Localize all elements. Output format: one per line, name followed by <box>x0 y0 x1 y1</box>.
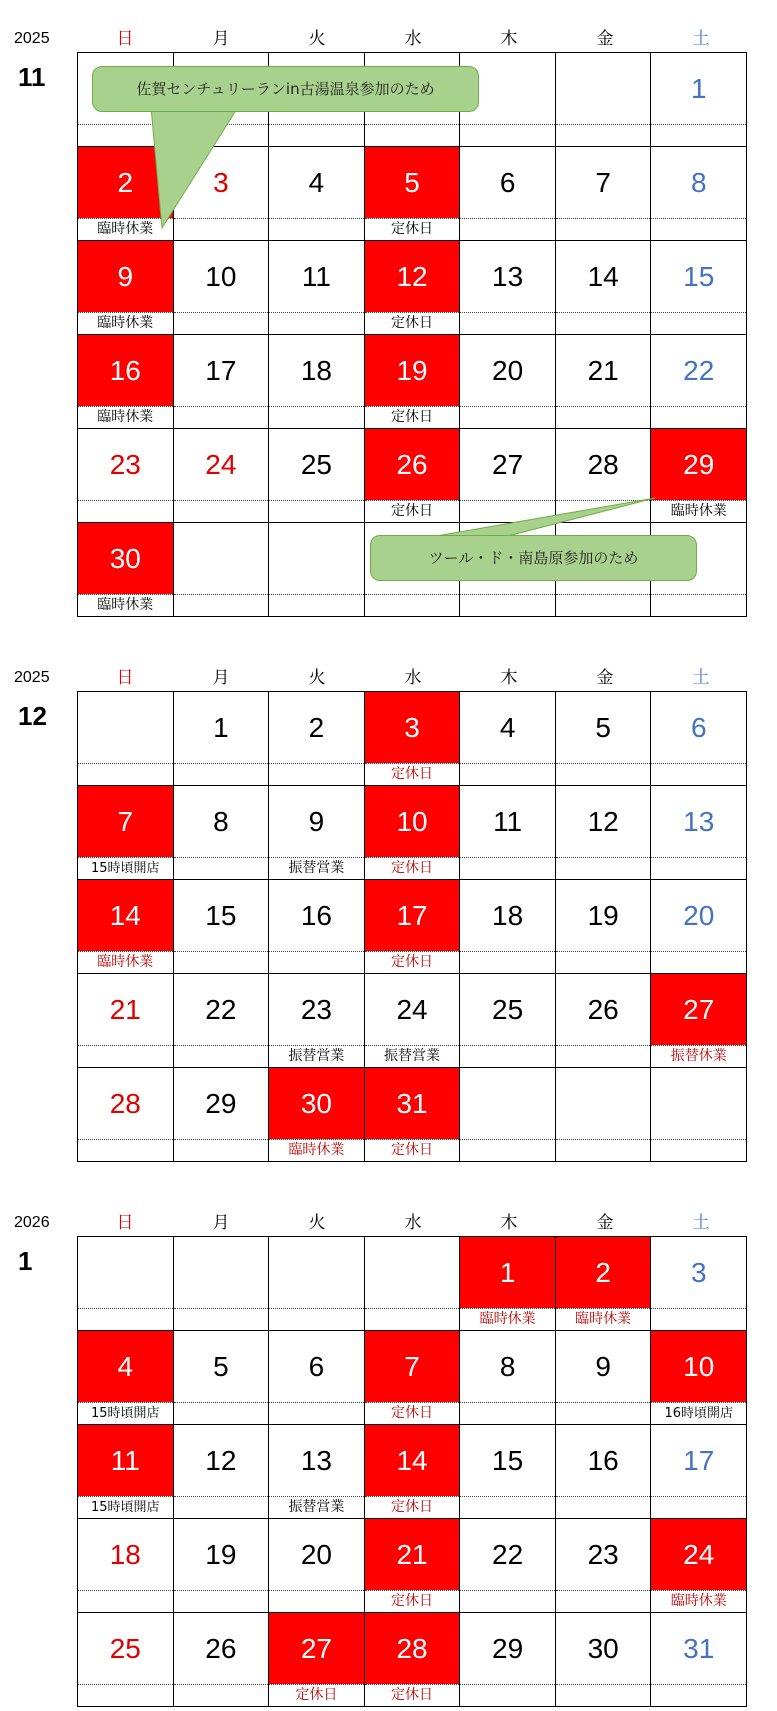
day-number: 1 <box>690 73 707 104</box>
day-number: 27 <box>651 974 746 1045</box>
day-number: 23 <box>587 1539 619 1570</box>
day-note <box>651 1684 746 1706</box>
day-cell[interactable] <box>556 1425 652 1519</box>
day-note <box>174 857 269 879</box>
day-number: 12 <box>205 1445 237 1476</box>
day-cell[interactable] <box>365 1613 461 1707</box>
day-number: 18 <box>300 355 333 386</box>
week-row <box>78 880 747 974</box>
day-note <box>78 1045 173 1067</box>
day-note: 定休日 <box>365 1590 460 1612</box>
day-cell[interactable] <box>174 1425 270 1519</box>
day-note <box>269 951 364 973</box>
day-number: 9 <box>308 806 325 837</box>
day-note: 定休日 <box>365 500 460 522</box>
day-number: 16 <box>300 900 333 931</box>
day-number: 18 <box>109 1539 141 1570</box>
day-note <box>78 1308 173 1330</box>
day-cell[interactable] <box>78 1519 174 1613</box>
day-number: 16 <box>587 1445 619 1476</box>
day-number: 12 <box>587 806 619 837</box>
day-cell[interactable] <box>174 974 270 1068</box>
day-number: 16 <box>78 335 173 406</box>
day-number: 5 <box>595 712 611 743</box>
day-cell[interactable] <box>460 786 556 880</box>
day-number <box>556 1068 651 1139</box>
day-number <box>365 1237 460 1308</box>
day-number: 10 <box>205 261 237 292</box>
month-calendar-2026-1 <box>0 1210 777 1708</box>
day-number: 2 <box>556 1237 651 1308</box>
day-number: 2 <box>308 712 325 743</box>
day-note <box>556 1045 651 1067</box>
day-number: 28 <box>365 1613 460 1684</box>
day-note <box>78 1139 173 1161</box>
day-number: 23 <box>109 449 141 480</box>
day-note: 臨時休業 <box>651 1590 746 1612</box>
day-number: 20 <box>683 900 715 931</box>
week-row <box>78 1068 747 1162</box>
day-cell[interactable] <box>269 1331 365 1425</box>
calendar-grid <box>77 1236 747 1707</box>
weekday-header: 火 <box>308 668 326 688</box>
day-number: 29 <box>651 429 746 500</box>
day-number: 5 <box>213 1351 229 1382</box>
day-note: 振替営業 <box>365 1045 460 1067</box>
day-number: 3 <box>690 1257 707 1288</box>
year-label: 2025 <box>14 30 50 47</box>
day-number: 11 <box>78 1425 173 1496</box>
day-cell[interactable] <box>365 880 461 974</box>
day-number: 17 <box>683 1445 715 1476</box>
day-cell <box>556 1068 652 1162</box>
day-cell[interactable] <box>174 1613 270 1707</box>
weekday-header: 月 <box>212 1213 230 1233</box>
day-number: 21 <box>587 355 619 386</box>
day-number: 4 <box>78 1331 173 1402</box>
weekday-header: 火 <box>308 29 326 49</box>
day-cell[interactable] <box>556 1237 652 1331</box>
day-note <box>78 1684 173 1706</box>
day-note: 定休日 <box>365 1139 460 1161</box>
day-note: 定休日 <box>365 951 460 973</box>
day-cell[interactable] <box>460 1425 556 1519</box>
day-number: 29 <box>205 1088 237 1119</box>
week-row <box>78 1331 747 1425</box>
day-note <box>556 1402 651 1424</box>
day-note: 臨時休業 <box>269 1139 364 1161</box>
day-number: 23 <box>300 994 333 1025</box>
day-note <box>556 763 651 785</box>
day-cell <box>269 1237 365 1331</box>
day-number: 9 <box>78 241 173 312</box>
day-cell[interactable] <box>174 880 270 974</box>
day-note <box>174 1590 269 1612</box>
calendar-grid <box>77 691 747 1162</box>
day-number: 2 <box>78 147 173 218</box>
day-number <box>269 1237 364 1308</box>
day-number: 28 <box>587 449 619 480</box>
day-cell[interactable] <box>365 1425 461 1519</box>
day-number: 29 <box>492 1633 524 1664</box>
day-cell[interactable] <box>460 1331 556 1425</box>
day-note <box>174 763 269 785</box>
day-note <box>651 763 746 785</box>
day-cell[interactable] <box>269 1519 365 1613</box>
day-cell[interactable] <box>78 786 174 880</box>
day-number: 15 <box>683 261 715 292</box>
day-number: 3 <box>213 167 229 198</box>
day-number: 25 <box>300 449 333 480</box>
day-cell[interactable] <box>556 880 652 974</box>
day-number: 6 <box>308 1351 325 1382</box>
month-label: 12 <box>18 701 47 731</box>
day-cell[interactable] <box>365 974 461 1068</box>
day-number: 24 <box>651 1519 746 1590</box>
day-note <box>460 1496 555 1518</box>
day-note <box>174 1402 269 1424</box>
day-cell <box>651 1068 747 1162</box>
day-note: 振替営業 <box>269 1045 364 1067</box>
day-note <box>651 857 746 879</box>
day-cell[interactable] <box>78 974 174 1068</box>
year-label: 2026 <box>14 1214 50 1231</box>
day-cell[interactable] <box>556 1613 652 1707</box>
day-note: 臨時休業 <box>78 406 173 428</box>
day-number: 31 <box>365 1068 460 1139</box>
day-cell[interactable] <box>651 1237 747 1331</box>
month-label: 11 <box>18 62 46 92</box>
day-number <box>651 1068 746 1139</box>
day-note <box>460 951 555 973</box>
week-row <box>78 1425 747 1519</box>
day-note <box>174 951 269 973</box>
day-number: 27 <box>492 449 524 480</box>
year-label: 2025 <box>14 669 50 686</box>
day-number: 17 <box>365 880 460 951</box>
day-note <box>651 1496 746 1518</box>
day-number: 22 <box>205 994 237 1025</box>
day-cell[interactable] <box>651 692 747 786</box>
day-number: 11 <box>493 806 523 837</box>
weekday-header: 木 <box>500 29 518 49</box>
day-cell[interactable] <box>556 974 652 1068</box>
day-cell[interactable] <box>365 1519 461 1613</box>
month-calendar-2025-12 <box>0 665 777 1163</box>
day-cell[interactable] <box>651 1331 747 1425</box>
day-cell[interactable] <box>78 1068 174 1162</box>
day-note <box>460 1402 555 1424</box>
day-note: 定休日 <box>365 312 460 334</box>
weekday-header: 金 <box>596 29 614 49</box>
day-number: 27 <box>269 1613 364 1684</box>
day-number: 24 <box>396 994 428 1025</box>
week-row <box>78 1237 747 1331</box>
day-note: 定休日 <box>365 1684 460 1706</box>
day-note: 臨時休業 <box>78 312 173 334</box>
day-note <box>365 1308 460 1330</box>
day-number: 15 <box>492 1445 524 1476</box>
day-note <box>460 1139 555 1161</box>
day-cell[interactable] <box>269 1425 365 1519</box>
day-note: 振替営業 <box>269 1496 364 1518</box>
day-cell[interactable] <box>78 1613 174 1707</box>
day-number: 13 <box>683 806 715 837</box>
weekday-header: 木 <box>500 668 518 688</box>
week-row <box>78 786 747 880</box>
day-cell[interactable] <box>269 692 365 786</box>
day-note: 定休日 <box>365 1496 460 1518</box>
day-number: 11 <box>301 261 331 292</box>
day-note: 定休日 <box>365 763 460 785</box>
day-note <box>460 1684 555 1706</box>
day-number: 15 <box>205 900 237 931</box>
day-number <box>460 1068 555 1139</box>
callout-tour-de-minamishimabara: ツール・ド・南島原参加のため <box>370 535 697 581</box>
day-note <box>556 1139 651 1161</box>
day-number: 26 <box>205 1633 237 1664</box>
callout-tail-2 <box>425 498 655 538</box>
day-number: 1 <box>460 1237 555 1308</box>
day-number: 4 <box>308 167 325 198</box>
day-cell[interactable] <box>651 1519 747 1613</box>
day-number: 19 <box>587 900 619 931</box>
day-note <box>174 1684 269 1706</box>
day-number: 13 <box>492 261 524 292</box>
weekday-header: 火 <box>308 1213 326 1233</box>
week-row <box>78 1519 747 1613</box>
day-note: 15時頃開店 <box>78 1496 173 1518</box>
day-cell[interactable] <box>78 1331 174 1425</box>
day-cell[interactable] <box>651 1425 747 1519</box>
day-note: 定休日 <box>365 218 460 240</box>
day-number: 22 <box>492 1539 524 1570</box>
day-number <box>78 692 173 763</box>
day-note <box>460 763 555 785</box>
day-number: 17 <box>205 355 237 386</box>
day-number: 21 <box>365 1519 460 1590</box>
month-calendar-2025-11 <box>0 26 777 618</box>
day-note: 臨時休業 <box>460 1308 555 1330</box>
day-cell[interactable] <box>174 1331 270 1425</box>
day-note: 定休日 <box>269 1684 364 1706</box>
day-cell[interactable] <box>556 692 652 786</box>
month-label: 1 <box>18 1246 33 1276</box>
day-note <box>651 1139 746 1161</box>
weekday-header: 日 <box>116 668 134 688</box>
day-cell[interactable] <box>651 1613 747 1707</box>
day-number: 8 <box>499 1351 516 1382</box>
day-note: 15時頃開店 <box>78 857 173 879</box>
day-note <box>269 1402 364 1424</box>
day-number: 10 <box>365 786 460 857</box>
day-note: 定休日 <box>365 1402 460 1424</box>
day-number: 26 <box>587 994 619 1025</box>
day-number: 1 <box>213 712 229 743</box>
day-cell[interactable] <box>365 692 461 786</box>
day-note: 臨時休業 <box>651 500 746 522</box>
day-cell[interactable] <box>269 974 365 1068</box>
day-number: 30 <box>269 1068 364 1139</box>
day-cell[interactable] <box>460 1613 556 1707</box>
day-note <box>78 763 173 785</box>
day-cell[interactable] <box>556 786 652 880</box>
day-number: 20 <box>492 355 524 386</box>
day-note <box>556 1496 651 1518</box>
day-note <box>651 951 746 973</box>
day-number: 4 <box>499 712 516 743</box>
day-note <box>174 1496 269 1518</box>
day-note <box>269 1308 364 1330</box>
day-note <box>460 857 555 879</box>
day-number <box>174 1237 269 1308</box>
day-number: 22 <box>683 355 715 386</box>
day-cell[interactable] <box>365 786 461 880</box>
weekday-header: 水 <box>404 29 422 49</box>
day-number: 14 <box>365 1425 460 1496</box>
weekday-header: 土 <box>692 668 710 688</box>
day-cell <box>174 1237 270 1331</box>
day-note: 15時頃開店 <box>78 1402 173 1424</box>
day-note <box>651 1308 746 1330</box>
day-note <box>460 1590 555 1612</box>
day-number: 5 <box>365 147 460 218</box>
day-number: 18 <box>492 900 524 931</box>
day-note <box>174 1308 269 1330</box>
day-number <box>78 1237 173 1308</box>
weekday-header: 金 <box>596 1213 614 1233</box>
day-cell[interactable] <box>78 880 174 974</box>
day-cell[interactable] <box>556 1519 652 1613</box>
callout-saga-century-run: 佐賀センチュリーランin古湯温泉参加のため <box>92 66 479 112</box>
weekday-header: 土 <box>692 29 710 49</box>
day-number: 30 <box>78 523 173 594</box>
day-number: 7 <box>595 167 611 198</box>
day-number: 7 <box>365 1331 460 1402</box>
weekday-header: 金 <box>596 668 614 688</box>
day-number: 19 <box>365 335 460 406</box>
day-number: 28 <box>109 1088 141 1119</box>
day-cell <box>78 692 174 786</box>
day-number: 3 <box>365 692 460 763</box>
day-cell[interactable] <box>174 692 270 786</box>
day-note: 臨時休業 <box>78 218 173 240</box>
day-number: 13 <box>300 1445 333 1476</box>
day-number: 10 <box>651 1331 746 1402</box>
week-row <box>78 1613 747 1707</box>
weekday-header: 水 <box>404 668 422 688</box>
day-number: 20 <box>300 1539 333 1570</box>
day-note: 振替休業 <box>651 1045 746 1067</box>
day-number: 7 <box>78 786 173 857</box>
day-cell[interactable] <box>269 880 365 974</box>
day-cell[interactable] <box>460 1519 556 1613</box>
day-note <box>556 951 651 973</box>
day-cell[interactable] <box>365 1068 461 1162</box>
day-note: 定休日 <box>365 857 460 879</box>
weekday-header: 月 <box>212 29 230 49</box>
weekday-header: 木 <box>500 1213 518 1233</box>
day-number: 6 <box>690 712 707 743</box>
day-note: 定休日 <box>365 406 460 428</box>
day-note <box>460 1045 555 1067</box>
day-cell[interactable] <box>556 1331 652 1425</box>
day-number: 8 <box>213 806 229 837</box>
day-number: 25 <box>109 1633 141 1664</box>
day-number: 21 <box>109 994 141 1025</box>
day-note <box>78 1590 173 1612</box>
week-row <box>78 692 747 786</box>
day-number: 14 <box>587 261 619 292</box>
day-cell[interactable] <box>174 1519 270 1613</box>
weekday-header: 月 <box>212 668 230 688</box>
weekday-header: 日 <box>116 29 134 49</box>
weekday-header: 水 <box>404 1213 422 1233</box>
day-note: 臨時休業 <box>556 1308 651 1330</box>
day-cell <box>365 1237 461 1331</box>
day-cell[interactable] <box>78 1425 174 1519</box>
day-note: 臨時休業 <box>78 594 173 616</box>
day-note: 振替営業 <box>269 857 364 879</box>
week-row <box>78 974 747 1068</box>
day-cell[interactable] <box>174 786 270 880</box>
day-number: 24 <box>205 449 237 480</box>
day-note <box>269 763 364 785</box>
day-number: 8 <box>690 167 707 198</box>
day-cell[interactable] <box>174 1068 270 1162</box>
day-cell[interactable] <box>460 1237 556 1331</box>
day-cell[interactable] <box>460 692 556 786</box>
day-cell[interactable] <box>269 1613 365 1707</box>
day-number: 19 <box>205 1539 237 1570</box>
day-cell[interactable] <box>269 1068 365 1162</box>
day-note: 臨時休業 <box>78 951 173 973</box>
day-number: 12 <box>365 241 460 312</box>
day-number: 6 <box>499 167 516 198</box>
day-cell[interactable] <box>651 786 747 880</box>
day-cell[interactable] <box>651 880 747 974</box>
day-cell[interactable] <box>460 974 556 1068</box>
day-cell[interactable] <box>269 786 365 880</box>
day-note <box>269 1590 364 1612</box>
day-number: 9 <box>595 1351 611 1382</box>
day-note <box>174 1139 269 1161</box>
day-note: 16時頃開店 <box>651 1402 746 1424</box>
day-note <box>174 1045 269 1067</box>
weekday-header: 日 <box>116 1213 134 1233</box>
day-note <box>556 1590 651 1612</box>
day-note <box>556 1684 651 1706</box>
day-number: 31 <box>683 1633 715 1664</box>
day-number: 26 <box>365 429 460 500</box>
day-cell <box>460 1068 556 1162</box>
day-cell[interactable] <box>651 974 747 1068</box>
weekday-header: 土 <box>692 1213 710 1233</box>
day-number: 25 <box>492 994 524 1025</box>
day-cell[interactable] <box>365 1331 461 1425</box>
day-note <box>556 857 651 879</box>
day-cell <box>78 1237 174 1331</box>
day-number: 14 <box>78 880 173 951</box>
day-cell[interactable] <box>460 880 556 974</box>
callout-tail-1 <box>150 96 245 228</box>
day-number: 30 <box>587 1633 619 1664</box>
